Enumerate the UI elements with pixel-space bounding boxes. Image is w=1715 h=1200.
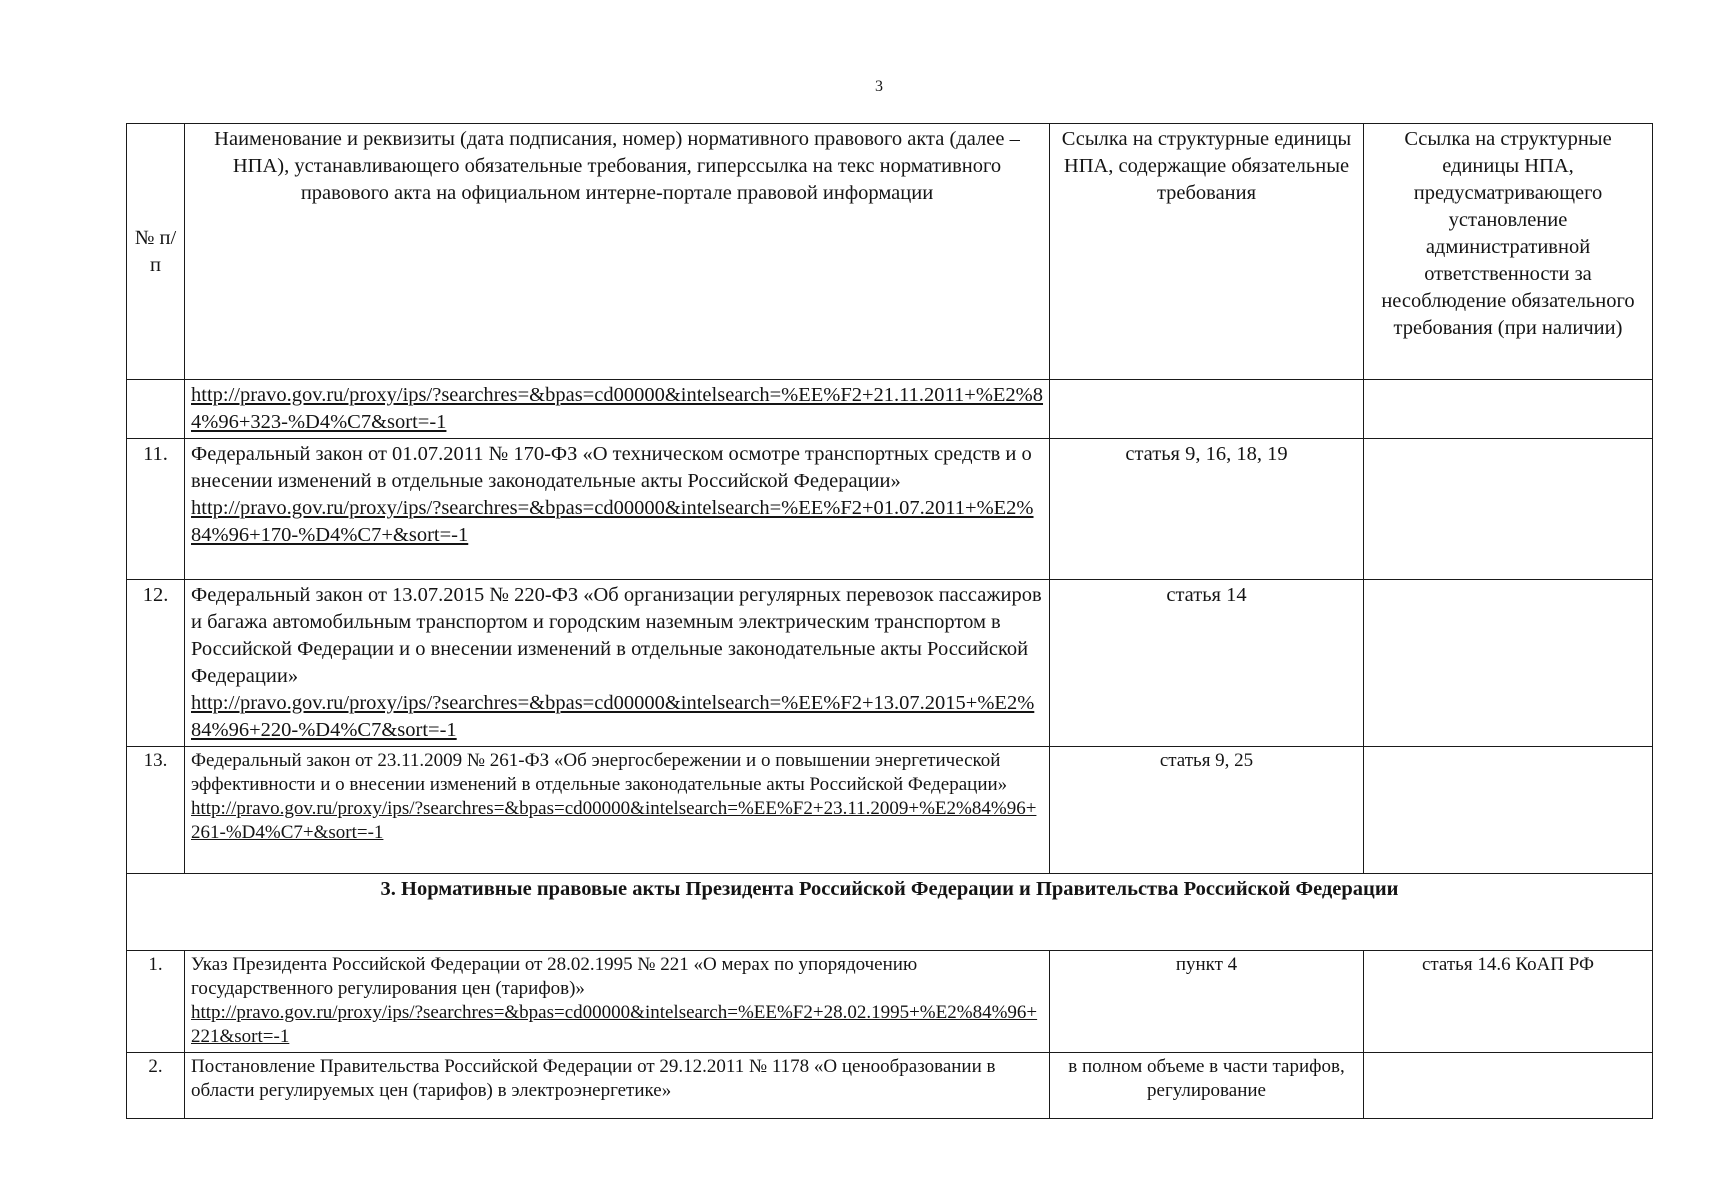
liability-reference xyxy=(1364,580,1653,747)
act-title: Федеральный закон от 23.11.2009 № 261-ФЗ «Об энергосбережении и о повышении энергетической эффективности и о внесении изменений в отдельные законодательные акты Российской Федерации» xyxy=(191,750,1008,795)
liability-reference xyxy=(1364,1053,1653,1119)
act-link[interactable]: http://pravo.gov.ru/proxy/ips/?searchres=&bpas=cd00000&intelsearch=%EE%F2+13.07.2015+%E2%84%96+220-%D4%C7&sort=-1 xyxy=(191,692,1035,741)
structural-units: пункт 4 xyxy=(1050,951,1364,1053)
act-cell xyxy=(185,747,1050,874)
section-title: 3. Нормативные правовые акты Президента Российской Федерации и Правительства Российской Федерации xyxy=(127,874,1653,951)
row-number xyxy=(127,380,185,439)
act-link[interactable]: http://pravo.gov.ru/proxy/ips/?searchres=&bpas=cd00000&intelsearch=%EE%F2+23.11.2009+%E2%84%96+261-%D4%C7+&sort=-1 xyxy=(191,798,1037,843)
structural-units xyxy=(1050,380,1364,439)
section-row xyxy=(127,874,1653,951)
liability-reference xyxy=(1364,439,1653,580)
act-title: Указ Президента Российской Федерации от 28.02.1995 № 221 «О мерах по упорядочению государственного регулирования цен (тарифов)» xyxy=(191,954,918,999)
row-number: 1. xyxy=(127,951,185,1053)
act-link[interactable]: http://pravo.gov.ru/proxy/ips/?searchres=&bpas=cd00000&intelsearch=%EE%F2+28.02.1995+%E2%84%96+221&sort=-1 xyxy=(191,1002,1038,1047)
structural-units: в полном объеме в части тарифов, регулирование xyxy=(1050,1053,1364,1119)
act-cell xyxy=(185,1053,1050,1119)
liability-reference xyxy=(1364,380,1653,439)
header-number: № п/п xyxy=(127,124,185,380)
structural-units: статья 9, 16, 18, 19 xyxy=(1050,439,1364,580)
table-row xyxy=(127,439,1653,580)
header-administrative-liability: Ссылка на структурные единицы НПА, предусматривающего установление административной ответственности за несоблюдение обязательного требования (при наличии) xyxy=(1364,124,1653,380)
act-title: Постановление Правительства Российской Федерации от 29.12.2011 № 1178 «О ценообразовании в области регулируемых цен (тарифов) в электроэнергетике» xyxy=(191,1056,996,1101)
header-act-name: Наименование и реквизиты (дата подписания, номер) нормативного правового акта (далее – НПА), устанавливающего обязательные требования, гиперссылка на текс нормативного правового акта на официальном интерне-портале правовой информации xyxy=(185,124,1050,380)
structural-units: статья 9, 25 xyxy=(1050,747,1364,874)
act-cell xyxy=(185,439,1050,580)
row-number: 13. xyxy=(127,747,185,874)
liability-reference: статья 14.6 КоАП РФ xyxy=(1364,951,1653,1053)
table-row xyxy=(127,380,1653,439)
page-number: 3 xyxy=(875,78,883,95)
structural-units: статья 14 xyxy=(1050,580,1364,747)
act-cell xyxy=(185,580,1050,747)
row-number: 2. xyxy=(127,1053,185,1119)
row-number: 11. xyxy=(127,439,185,580)
requirements-table xyxy=(126,123,1653,1119)
act-link[interactable]: http://pravo.gov.ru/proxy/ips/?searchres=&bpas=cd00000&intelsearch=%EE%F2+21.11.2011+%E2%84%96+323-%D4%C7&sort=-1 xyxy=(191,384,1044,433)
act-cell xyxy=(185,951,1050,1053)
header-structural-units: Ссылка на структурные единицы НПА, содержащие обязательные требования xyxy=(1050,124,1364,380)
act-cell xyxy=(185,380,1050,439)
table-header-row xyxy=(127,124,1653,380)
table-row xyxy=(127,951,1653,1053)
act-title: Федеральный закон от 13.07.2015 № 220-ФЗ «Об организации регулярных перевозок пассажиров и багажа автомобильным транспортом и городским наземным электрическим транспортом в Российской Федерации и о внесении изменений в отдельные законодательные акты Российской Федерации» xyxy=(191,584,1042,687)
act-title: Федеральный закон от 01.07.2011 № 170-ФЗ «О техническом осмотре транспортных средств и о внесении изменений в отдельные законодательные акты Российской Федерации» xyxy=(191,443,1032,492)
row-number: 12. xyxy=(127,580,185,747)
liability-reference xyxy=(1364,747,1653,874)
table-row xyxy=(127,580,1653,747)
act-link[interactable]: http://pravo.gov.ru/proxy/ips/?searchres=&bpas=cd00000&intelsearch=%EE%F2+01.07.2011+%E2%84%96+170-%D4%C7+&sort=-1 xyxy=(191,497,1034,546)
table-row xyxy=(127,1053,1653,1119)
table-row xyxy=(127,747,1653,874)
